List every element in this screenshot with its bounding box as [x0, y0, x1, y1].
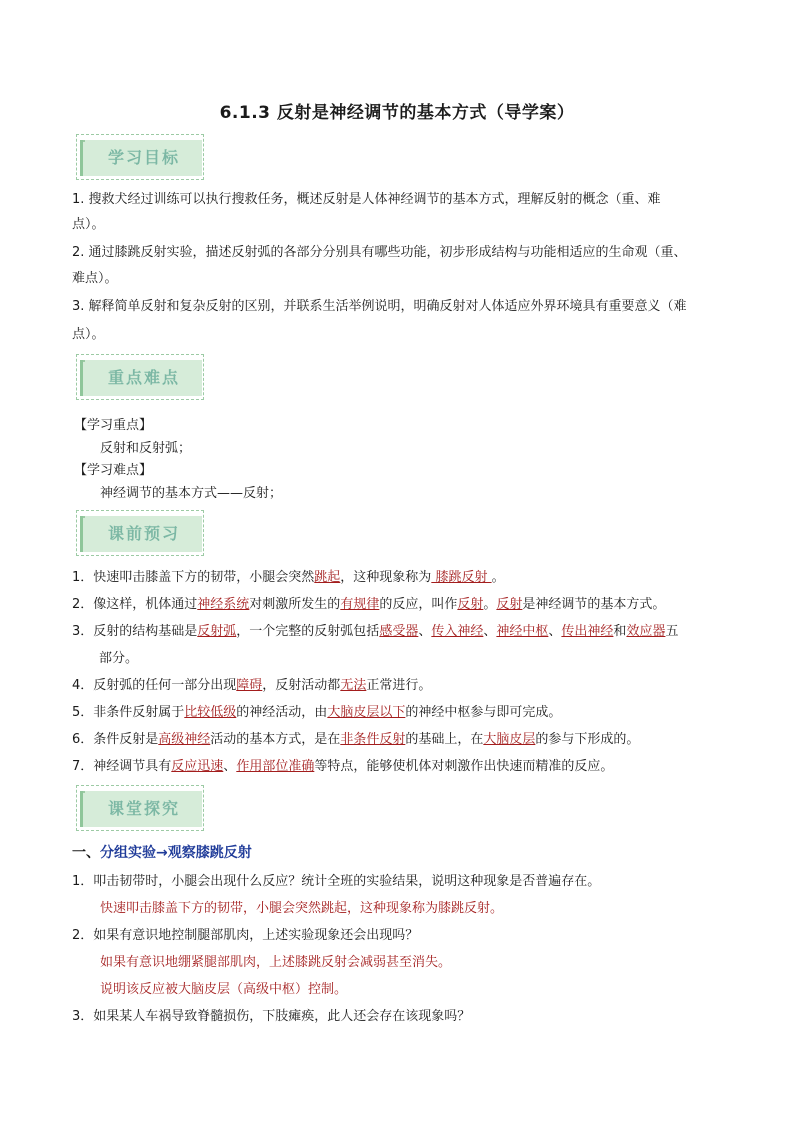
question-3: 3．如果某人车祸导致脊髓损伤，下肢瘫痪，此人还会存在该现象吗？ [72, 1009, 471, 1024]
answer-blank: 反射 [496, 597, 523, 612]
objective-line: 难点）。 [72, 271, 118, 286]
badge-label: 课前预习 [107, 524, 180, 543]
answer-blank: 神经系统 [197, 597, 250, 612]
difficulty-label: 【学习难点】 [74, 463, 153, 478]
answer-blank: 传出神经 [561, 624, 614, 639]
question-1: 1．叩击韧带时，小腿会出现什么反应？统计全班的实验结果，说明这种现象是否普遍存在。 [72, 874, 601, 889]
right-arrow-icon: → [156, 845, 168, 861]
preview-item-2: 2．像这样，机体通过神经系统对刺激所发生的有规律的反应，叫作反射。反射是神经调节的基本方式。 [72, 597, 666, 612]
answer-blank: 感受器 [379, 624, 419, 639]
section-badge-key-points [80, 360, 202, 396]
badge-label: 重点难点 [107, 368, 180, 387]
answer-blank: 有规律 [340, 597, 380, 612]
focus-label: 【学习重点】 [74, 418, 153, 433]
answer-blank: 膝跳反射 [431, 570, 492, 585]
section-badge-explore [80, 791, 202, 827]
answer-blank: 比较低级 [184, 705, 237, 720]
question-2: 2．如果有意识地控制腿部肌肉，上述实验现象还会出现吗？ [72, 928, 419, 943]
preview-item-4: 4．反射弧的任何一部分出现障碍，反射活动都无法正常进行。 [72, 678, 432, 693]
section-badge-objectives [80, 140, 202, 176]
objective-line: 3. 解释简单反射和复杂反射的区别，并联系生活举例说明，明确反射对人体适应外界环境具有重要意义（难 [72, 299, 687, 314]
answer-blank: 大脑皮层 [483, 732, 536, 747]
preview-item-7: 7．神经调节具有反应迅速、作用部位准确等特点，能够使机体对刺激作出快速而精准的反应。 [72, 759, 614, 774]
page-title: 6.1.3 反射是神经调节的基本方式（导学案） [219, 103, 575, 123]
answer-blank: 非条件反射 [340, 732, 406, 747]
objective-line: 1. 搜救犬经过训练可以执行搜救任务，概述反射是人体神经调节的基本方式，理解反射的概念（重、难 [72, 192, 661, 207]
answer-blank: 反应迅速 [171, 759, 224, 774]
answer-blank: 反射弧 [197, 624, 237, 639]
badge-label: 学习目标 [107, 148, 180, 167]
answer-blank: 作用部位准确 [236, 759, 315, 774]
answer-blank: 传入神经 [431, 624, 484, 639]
answer-1: 快速叩击膝盖下方的韧带，小腿会突然跳起，这种现象称为膝跳反射。 [100, 901, 504, 916]
answer-2b: 说明该反应被大脑皮层（高级中枢）控制。 [100, 982, 348, 997]
preview-item-6: 6．条件反射是高级神经活动的基本方式，是在非条件反射的基础上，在大脑皮层的参与下形成的。 [72, 732, 640, 747]
objective-line: 2. 通过膝跳反射实验，描述反射弧的各部分分别具有哪些功能，初步形成结构与功能相适应的生命观（重、 [72, 245, 687, 260]
answer-blank: 效应器 [626, 624, 666, 639]
answer-2a: 如果有意识地绷紧腿部肌肉，上述膝跳反射会减弱甚至消失。 [100, 955, 452, 970]
answer-blank: 反射 [457, 597, 484, 612]
difficulty-text: 神经调节的基本方式——反射； [100, 486, 283, 501]
preview-item-3: 3．反射的结构基础是反射弧，一个完整的反射弧包括感受器、传入神经、神经中枢、传出神经和效应器五 [72, 624, 679, 639]
badge-label: 课堂探究 [107, 799, 180, 818]
section-badge-preview [80, 516, 202, 552]
answer-blank: 高级神经 [158, 732, 211, 747]
objective-line: 点）。 [72, 217, 105, 232]
answer-blank: 神经中枢 [496, 624, 549, 639]
preview-item-1: 1．快速叩击膝盖下方的韧带，小腿会突然跳起，这种现象称为 膝跳反射 。 [72, 570, 505, 585]
answer-blank: 障碍 [236, 678, 263, 693]
explore-heading: 一、分组实验→观察膝跳反射 [72, 845, 252, 861]
focus-text: 反射和反射弧； [100, 441, 192, 456]
answer-blank: 无法 [340, 678, 367, 693]
preview-item-5: 5．非条件反射属于比较低级的神经活动，由大脑皮层以下的神经中枢参与即可完成。 [72, 705, 562, 720]
objective-line: 点）。 [72, 327, 105, 342]
answer-blank: 跳起 [314, 570, 341, 585]
answer-blank: 大脑皮层以下 [327, 705, 406, 720]
preview-item-3-cont: 部分。 [99, 651, 139, 666]
